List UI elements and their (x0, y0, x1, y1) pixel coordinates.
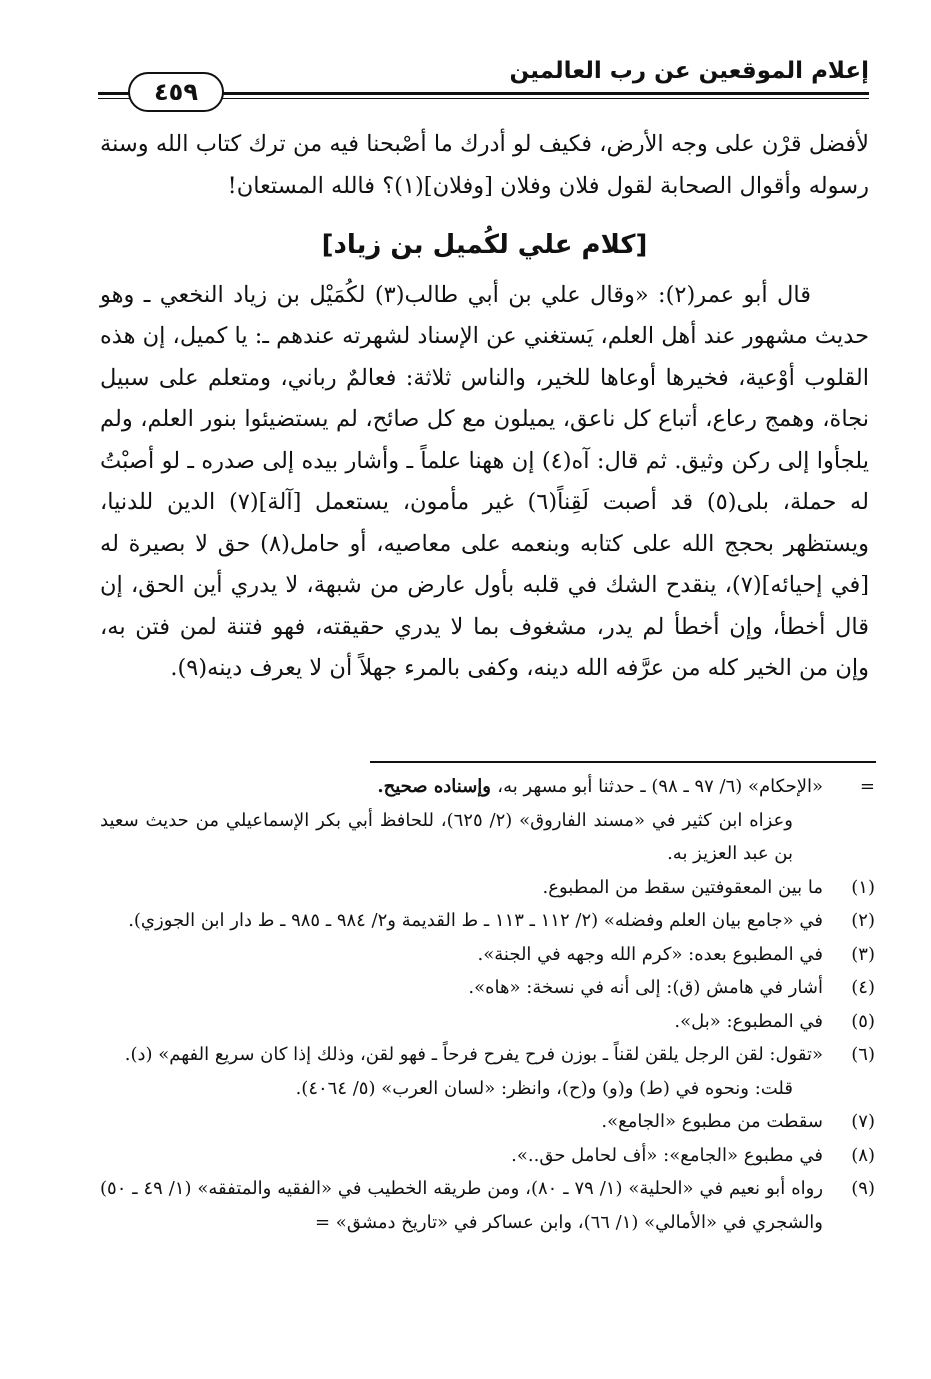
footnote-text: أشار في هامش (ق): إلى أنه في نسخة: «هاه». (468, 977, 823, 998)
footnote-text: «تقول: لقن الرجل يلقن لقناً ـ بوزن فرح يفرح فرحاً ـ فهو لقن، وذلك إذا كان سريع الفهم» (د). (124, 1044, 823, 1065)
footnote-6-addendum: قلت: ونحوه في (ط) و(و) و(ح)، وانظر: «لسان العرب» (٥/ ٤٠٦٤). (295, 1077, 793, 1099)
footnote-number: (٩) (851, 1178, 875, 1199)
footnote-carryover (100, 770, 875, 804)
footnote-text: ما بين المعقوفتين سقط من المطبوع. (542, 876, 823, 898)
footnote-number: (٨) (851, 1144, 875, 1166)
footnote-number: (٢) (851, 910, 875, 931)
footnote-item (100, 1139, 875, 1173)
footnote-text: في مطبوع «الجامع»: «أف لحامل حق..». (511, 1144, 823, 1166)
footnote-number: (٣) (851, 943, 875, 965)
running-header-title: إعلام الموقعين عن رب العالمين (509, 58, 869, 84)
footnote-item (100, 938, 875, 972)
paragraph-kumayl-narration: قال أبو عمر(٢): «وقال علي بن أبي طالب(٣) لكُمَيْل بن زياد النخعي ـ وهو حديث مشهور عند أهل العلم، يَستغني عن الإسناد لشهرته عندهم ـ: يا كميل، إن هذه القلوب أوْعية، فخيرها أوعاها للخير، والناس ثلاثة: فعالمٌ رباني، ومتعلم على سبيل نجاة، وهمج رعاع، أتباع كل ناعق، يميلون مع كل صائح، لم يستضيئوا بنور العلم، ولم يلجأوا إلى ركن وثيق. ثم قال: آه(٤) إن ههنا علماً ـ وأشار بيده إلى صدره ـ لو أصبْتُ له حملة، بلى(٥) قد أصبت لَقِناً(٦) غير مأمون، يستعمل [آلة](٧) الدين للدنيا، ويستظهر بحجج الله على كتابه وبنعمه على معاصيه، أو حامل(٨) حق لا بصيرة له [في إحيائه](٧)، ينقدح الشك في قلبه بأول عارض من شبهة، لا يدري أين الحق، إن قال أخطأ، وإن أخطأ لم يدر، مشغوف بما لا يدري حقيقته، فهو فتنة لمن فتن به، وإن من الخير كله من عرَّفه الله دينه، وكفى بالمرء جهلاً أن لا يعرف دينه(٩). (100, 281, 869, 681)
footnote-text: رواه أبو نعيم في «الحلية» (١/ ٧٩ ـ ٨٠)، ومن طريقه الخطيب في «الفقيه والمتفقه» (١/ ٤٩ ـ ٥٠) والشجري في «الأمالي» (١/ ٦٦)، وابن عساكر في «تاريخ دمشق» = (100, 1178, 824, 1233)
footnote-text: سقطت من مطبوع «الجامع». (601, 1111, 823, 1132)
carryover-line: «الإحكام» (٦/ ٩٧ ـ ٩٨) ـ حدثنا أبو مسهر به، (497, 776, 823, 797)
main-text (100, 124, 869, 690)
footnote-number: (١) (851, 876, 875, 898)
footnote-item (100, 871, 875, 905)
footnote-text: في «جامع بيان العلم وفضله» (٢/ ١١٢ ـ ١١٣ ـ ط القديمة و٢/ ٩٨٤ ـ ٩٨٥ ـ ط دار ابن الجوزي). (128, 910, 823, 931)
footnote-item (100, 1005, 875, 1039)
footnote-item (100, 1038, 875, 1072)
carryover-continuation: وعزاه ابن كثير في «مسند الفاروق» (٢/ ٦٢٥)، للحافظ أبي بكر الإسماعيلي من حديث سعيد بن عبد العزيز به. (100, 809, 793, 864)
footnote-item (100, 1105, 875, 1139)
footnote-number: (٤) (851, 977, 875, 998)
footnote-number: (٧) (851, 1111, 875, 1132)
section-heading: [كلام علي لكُميل بن زياد] (321, 230, 648, 260)
footnote-number: (٥) (851, 1010, 875, 1032)
carryover-grading: وإسناده صحيح. (377, 776, 498, 797)
paragraph-intro: لأفضل قرْن على وجه الأرض، فكيف لو أدرك ما أصْبحنا فيه من ترك كتاب الله وسنة رسوله وأقوال الصحابة لقول فلان وفلان [وفلان](١)؟ فالله المستعان! (100, 131, 869, 199)
footnote-text: في المطبوع بعده: «كرم الله وجهه في الجنة». (477, 943, 823, 965)
carryover-marker: = (859, 776, 875, 797)
footnote-item (100, 1172, 875, 1239)
footnote-item (100, 904, 875, 938)
page-number: ٤٥٩ (128, 72, 224, 112)
footnote-separator (370, 761, 876, 763)
footnote-item (100, 971, 875, 1005)
footnote-text: في المطبوع: «بل». (674, 1010, 823, 1032)
footnotes-section (100, 770, 875, 1239)
footnote-number: (٦) (851, 1044, 875, 1065)
